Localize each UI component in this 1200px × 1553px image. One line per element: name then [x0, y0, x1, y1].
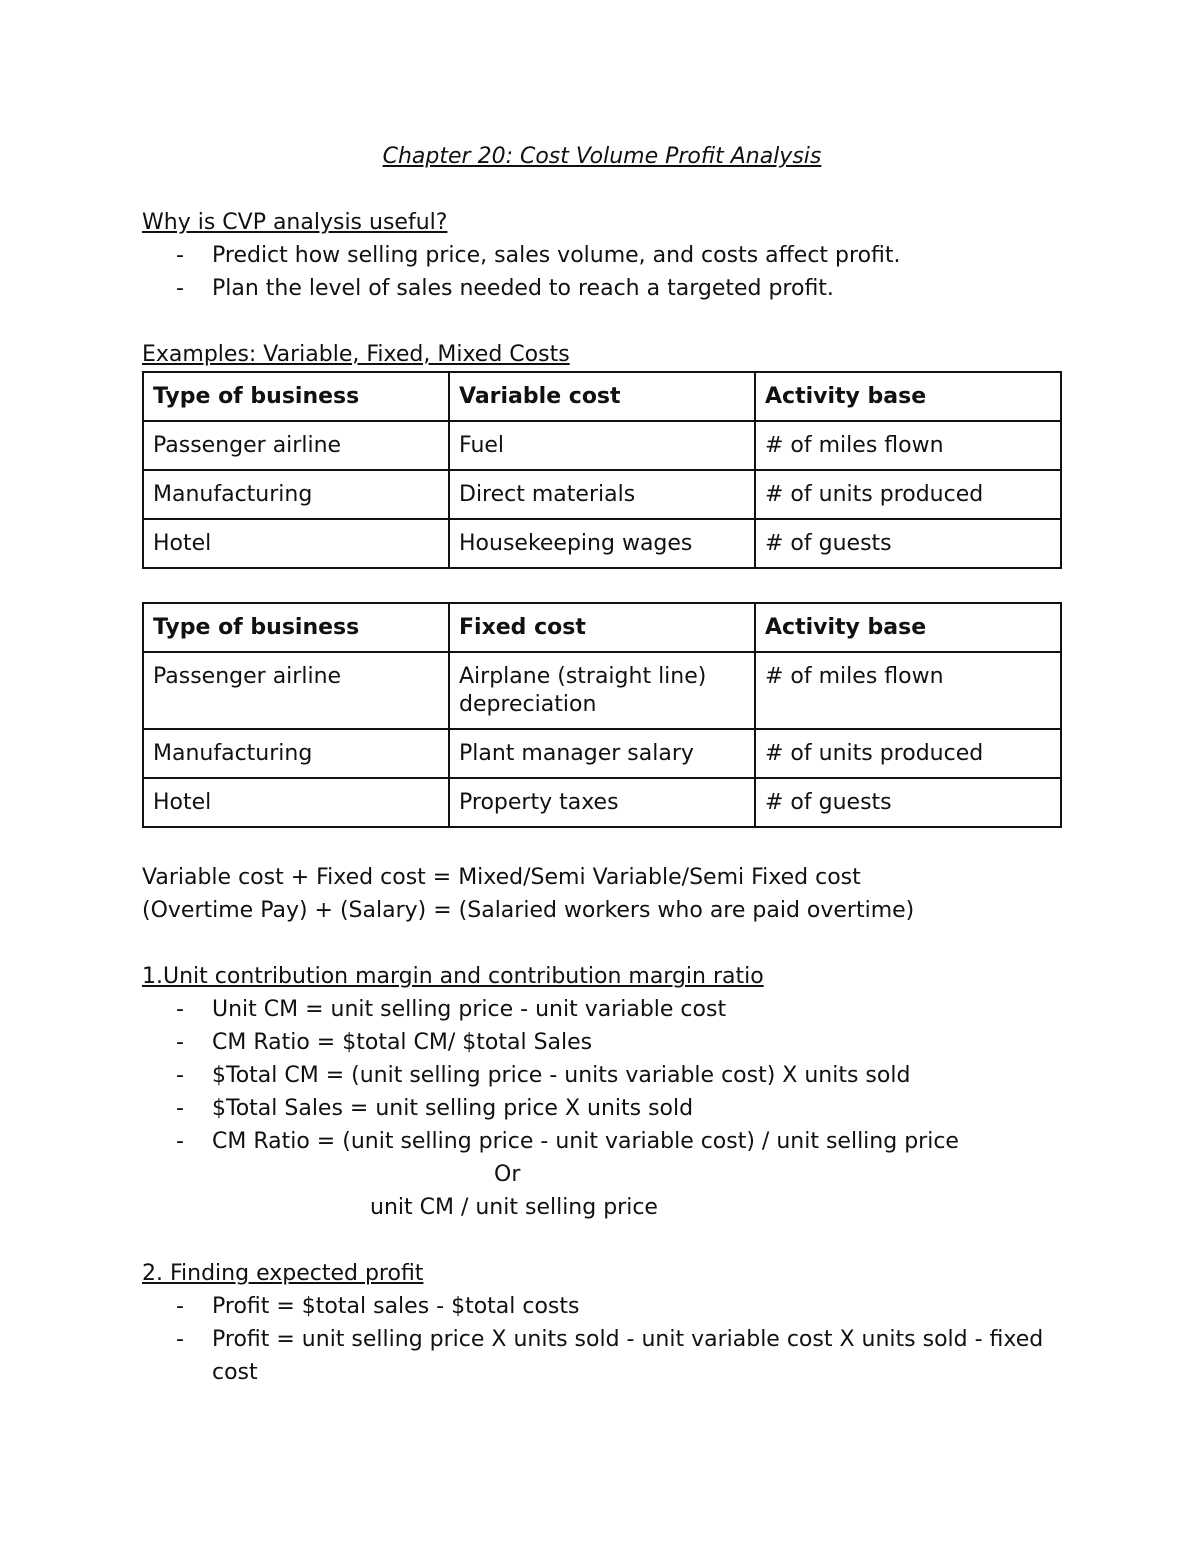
table-header-cell: Type of business — [143, 603, 449, 652]
document-page — [142, 140, 1062, 1389]
list-item: - Predict how selling price, sales volume, and costs affect profit. — [142, 239, 1062, 272]
table-row — [143, 519, 1061, 568]
table-cell: # of guests — [755, 778, 1061, 827]
table-cell: Manufacturing — [143, 470, 449, 519]
table-cell: # of miles flown — [755, 652, 1061, 729]
table-cell: # of units produced — [755, 470, 1061, 519]
table-header-cell: Variable cost — [449, 372, 755, 421]
list-item: - $Total Sales = unit selling price X units sold — [142, 1092, 1062, 1125]
table-header-row — [143, 603, 1061, 652]
table-cell: Hotel — [143, 519, 449, 568]
table-row — [143, 652, 1061, 729]
list-item: - CM Ratio = $total CM/ $total Sales — [142, 1026, 1062, 1059]
table-cell: # of miles flown — [755, 421, 1061, 470]
section1-heading: 1.Unit contribution margin and contribution margin ratio — [142, 964, 764, 989]
why-bullet-list — [142, 239, 1062, 305]
table-cell: Passenger airline — [143, 421, 449, 470]
table-row — [143, 470, 1061, 519]
page-title: Chapter 20: Cost Volume Profit Analysis — [382, 144, 822, 169]
table-row — [143, 778, 1061, 827]
table-cell: Housekeeping wages — [449, 519, 755, 568]
list-item: - Plan the level of sales needed to reach a targeted profit. — [142, 272, 1062, 305]
table-cell: Hotel — [143, 778, 449, 827]
mixed-cost-example: (Overtime Pay) + (Salary) = (Salaried workers who are paid overtime) — [142, 898, 915, 923]
variable-cost-table — [142, 371, 1062, 569]
table-header-cell: Fixed cost — [449, 603, 755, 652]
list-item: - Profit = unit selling price X units sold - unit variable cost X units sold - fixed cost — [142, 1323, 1062, 1389]
list-item: - CM Ratio = (unit selling price - unit variable cost) / unit selling price — [142, 1125, 1062, 1158]
table-header-cell: Type of business — [143, 372, 449, 421]
alt-formula: unit CM / unit selling price — [370, 1195, 658, 1220]
table-cell: # of guests — [755, 519, 1061, 568]
table-header-cell: Activity base — [755, 372, 1061, 421]
mixed-cost-equation: Variable cost + Fixed cost = Mixed/Semi Variable/Semi Fixed cost — [142, 865, 861, 890]
table-header-row — [143, 372, 1061, 421]
or-text: Or — [494, 1162, 521, 1187]
table-cell: Passenger airline — [143, 652, 449, 729]
list-item: - Unit CM = unit selling price - unit variable cost — [142, 993, 1062, 1026]
table-row — [143, 729, 1061, 778]
list-item: - $Total CM = (unit selling price - units variable cost) X units sold — [142, 1059, 1062, 1092]
section2-bullet-list — [142, 1290, 1062, 1389]
fixed-cost-table — [142, 602, 1062, 828]
list-item: - Profit = $total sales - $total costs — [142, 1290, 1062, 1323]
table-cell: Plant manager salary — [449, 729, 755, 778]
examples-heading: Examples: Variable, Fixed, Mixed Costs — [142, 342, 570, 367]
table-header-cell: Activity base — [755, 603, 1061, 652]
table-cell: Direct materials — [449, 470, 755, 519]
table-row — [143, 421, 1061, 470]
why-heading: Why is CVP analysis useful? — [142, 210, 448, 235]
section2-heading: 2. Finding expected profit — [142, 1261, 424, 1286]
table-cell: Manufacturing — [143, 729, 449, 778]
section1-bullet-list — [142, 993, 1062, 1158]
table-cell: Airplane (straight line) depreciation — [449, 652, 755, 729]
table-cell: # of units produced — [755, 729, 1061, 778]
table-cell: Fuel — [449, 421, 755, 470]
table-cell: Property taxes — [449, 778, 755, 827]
